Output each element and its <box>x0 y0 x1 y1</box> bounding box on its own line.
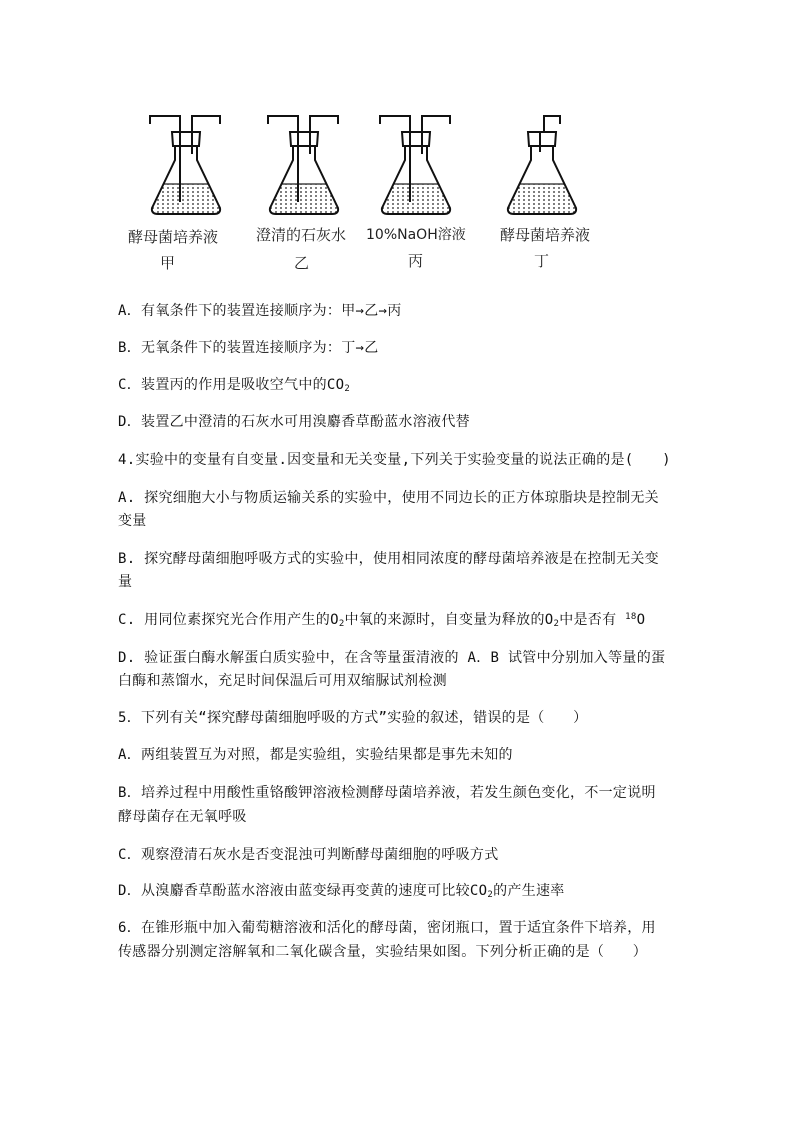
q5-option-d <box>118 880 565 900</box>
q5-stem: 5．下列有关“探究酵母菌细胞呼吸的方式”实验的叙述，错误的是（ ） <box>118 710 588 726</box>
apparatus-figure <box>0 0 794 280</box>
q4-option-c-c: 中是否有 <box>559 612 617 628</box>
q4-option-b-line1: B. 探究酵母菌细胞呼吸方式的实验中，使用相同浓度的酵母菌培养液是在控制无关变 <box>118 551 659 567</box>
q4-option-c-a: C. 用同位素探究光合作用产生的O <box>118 612 339 628</box>
q5-option-b-line2: 酵母菌存在无氧呼吸 <box>118 809 247 825</box>
flask-ding-name: 丁 <box>534 252 550 270</box>
q4-stem: 4.实验中的变量有自变量.因变量和无关变量,下列关于实验变量的说法正确的是( ) <box>118 452 671 468</box>
superscript: 18 <box>625 612 637 622</box>
flask-jia-icon <box>146 110 226 220</box>
flask-jia-name: 甲 <box>160 254 176 272</box>
subscript: 2 <box>553 619 560 629</box>
q4-option-a-line1: A. 探究细胞大小与物质运输关系的实验中，使用不同边长的正方体琼脂块是控制无关 <box>118 490 659 506</box>
q5-option-d-text: D．从溴麝香草酚蓝水溶液由蓝变绿再变黄的速度可比较CO <box>118 883 488 899</box>
subscript: 2 <box>338 619 345 629</box>
q4-option-c-d: O <box>636 612 646 628</box>
q5-option-b-line1: B．培养过程中用酸性重铬酸钾溶液检测酵母菌培养液，若发生颜色变化，不一定说明 <box>118 785 656 801</box>
flask-yi-icon <box>264 110 344 220</box>
q3-option-c <box>118 374 350 394</box>
subscript: 2 <box>344 384 351 394</box>
flask-ding-icon <box>502 110 582 220</box>
q4-option-d-line1: D. 验证蛋白酶水解蛋白质实验中，在含等量蛋清液的 A．B 试管中分别加入等量的蛋 <box>118 650 666 666</box>
q6-stem-line1: 6．在锥形瓶中加入葡萄糖溶液和活化的酵母菌，密闭瓶口，置于适宜条件下培养，用 <box>118 920 656 936</box>
q6-stem-line2: 传感器分别测定溶解氧和二氧化碳含量，实验结果如图。下列分析正确的是（ ） <box>118 944 648 960</box>
flask-yi-label: 澄清的石灰水 <box>256 226 347 244</box>
q4-option-b-line2: 量 <box>118 574 133 590</box>
q5-option-c: C．观察澄清石灰水是否变混浊可判断酵母菌细胞的呼吸方式 <box>118 847 499 863</box>
flask-bing-label: 10%NaOH溶液 <box>366 227 466 243</box>
flask-yi-name: 乙 <box>294 254 310 272</box>
flask-jia-label: 酵母菌培养液 <box>128 228 219 246</box>
q5-option-a: A．两组装置互为对照，都是实验组，实验结果都是事先未知的 <box>118 747 513 763</box>
flask-bing-icon <box>376 110 456 220</box>
flask-ding-label: 酵母菌培养液 <box>500 226 591 244</box>
q4-option-d-line2: 白酶和蒸馏水，充足时间保温后可用双缩脲试剂检测 <box>118 673 447 689</box>
q3-option-b: B．无氧条件下的装置连接顺序为：丁→乙 <box>118 340 379 356</box>
q5-option-d-tail: 的产生速率 <box>493 883 565 899</box>
flask-bing-name: 丙 <box>408 252 424 270</box>
q4-option-a-line2: 变量 <box>118 513 147 529</box>
q3-option-a: A．有氧条件下的装置连接顺序为：甲→乙→丙 <box>118 303 402 319</box>
q4-option-c-b: 中氧的来源时，自变量为释放的O <box>344 612 554 628</box>
q3-option-c-text: C．装置丙的作用是吸收空气中的CO <box>118 377 345 393</box>
subscript: 2 <box>487 890 494 900</box>
q3-option-d: D．装置乙中澄清的石灰水可用溴麝香草酚蓝水溶液代替 <box>118 414 470 430</box>
q4-option-c <box>118 609 645 629</box>
